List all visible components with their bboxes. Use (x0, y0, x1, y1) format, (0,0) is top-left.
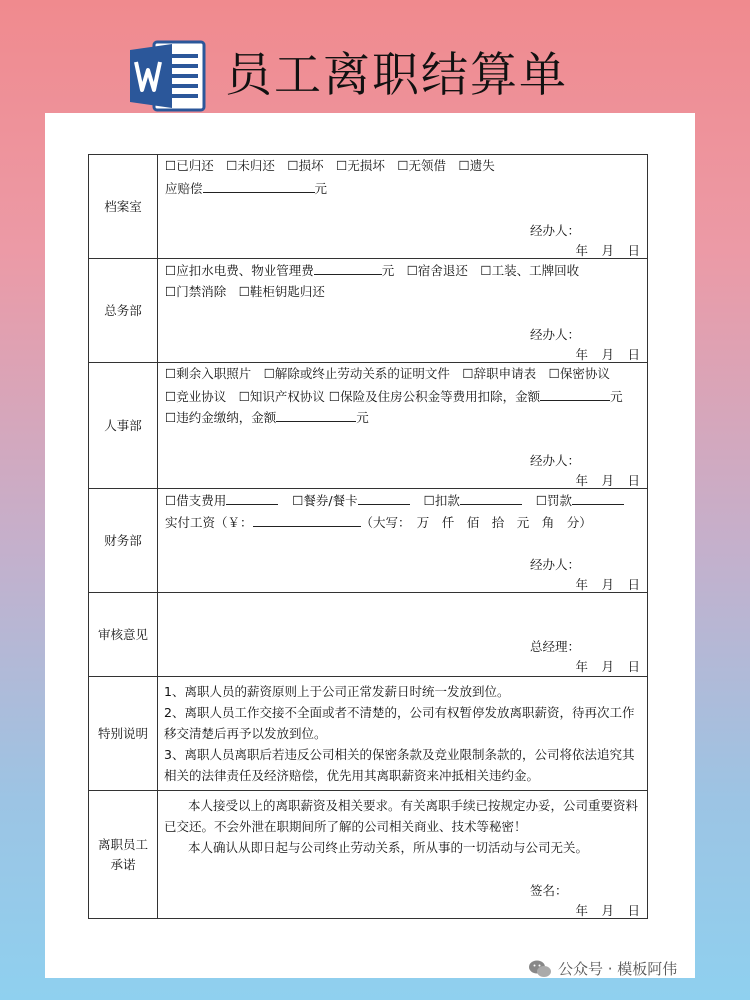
row-general (89, 259, 648, 363)
manager-label: 总经理： (530, 639, 581, 654)
date-year: 年 (575, 243, 588, 258)
date-month: 月 (601, 347, 614, 362)
row-content (158, 363, 648, 489)
row-content (158, 155, 648, 259)
penalty-blank[interactable] (276, 409, 356, 422)
watermark (528, 958, 677, 979)
watermark-text: 公众号 · 模板阿伟 (558, 960, 678, 978)
date-line (562, 345, 640, 363)
notes-list (158, 677, 647, 790)
handler-label: 经办人： (530, 223, 581, 238)
promise-label-1: 离职员工 (97, 836, 148, 852)
date-month: 月 (601, 659, 614, 674)
fine-item: ☐罚款 (535, 493, 573, 508)
comp-prefix: 应赔偿 (165, 181, 203, 196)
finance-line1 (165, 492, 624, 509)
archive-options: ☐已归还 ☐未归还 ☐损坏 ☐无损坏 ☐无领借 ☐遗失 (165, 158, 495, 173)
comp-suffix: 元 (314, 181, 328, 196)
loan-blank[interactable] (226, 492, 278, 505)
row-label: 财务部 (89, 489, 158, 593)
general-prefix: ☐应扣水电费、物业管理费 (165, 263, 314, 278)
general-line2: ☐门禁消除 ☐鞋柜钥匙归还 (165, 284, 325, 299)
date-year: 年 (575, 903, 588, 918)
word-icon (128, 38, 208, 114)
wage-line (165, 514, 592, 531)
general-line1 (165, 262, 579, 279)
date-month: 月 (601, 473, 614, 488)
utilities-blank[interactable] (314, 262, 382, 275)
date-day: 日 (627, 903, 640, 918)
date-month: 月 (601, 577, 614, 592)
date-line (562, 657, 640, 675)
hr-line2 (165, 388, 623, 405)
deduction-item: ☐扣款 (423, 493, 460, 508)
row-content (158, 489, 648, 593)
date-day: 日 (627, 473, 640, 488)
row-content[interactable] (158, 593, 648, 677)
note-item: 3、离职人员离职后若违反公司相关的保密条款及竞业限制条款的，公司将依法追究其相关的法律责任及经济赔偿，优先用其离职薪资来冲抵相关违约金。 (164, 747, 635, 783)
date-year: 年 (575, 473, 588, 488)
wage-blank[interactable] (253, 514, 361, 527)
hr-line2-prefix: ☐竞业协议 ☐知识产权协议 ☐保险及住房公积金等费用扣除，金额 (165, 389, 541, 404)
row-label (89, 791, 158, 919)
row-label: 特别说明 (89, 677, 158, 791)
page-title: 员工离职结算单 (225, 48, 568, 103)
date-line (562, 575, 640, 593)
note-item: 2、离职人员工作交接不全面或者不清楚的，公司有权暂停发放离职薪资，待再次工作移交清楚后再予以发放到位。 (164, 705, 635, 741)
date-line (562, 241, 640, 259)
hr-line3-suffix: 元 (356, 410, 369, 425)
row-content (158, 677, 648, 791)
promise-para: 本人接受以上的离职薪资及相关要求。有关离职手续已按规定办妥，公司重要资料已交还。不会外泄在职期间所了解的公司相关商业、技术等秘密！ (164, 798, 639, 834)
date-day: 日 (627, 243, 640, 258)
row-finance (89, 489, 648, 593)
wechat-icon (528, 959, 552, 979)
row-label: 档案室 (89, 155, 158, 259)
row-promise (89, 791, 648, 919)
comp-blank[interactable] (203, 180, 315, 193)
handler-label: 经办人： (530, 327, 581, 342)
general-suffix: 元 ☐宿舍退还 ☐工装、工牌回收 (381, 263, 580, 278)
date-line (562, 471, 640, 489)
compensation-line (165, 180, 327, 197)
meal-blank[interactable] (358, 492, 410, 505)
date-year: 年 (575, 347, 588, 362)
date-year: 年 (575, 577, 588, 592)
promise-label-2: 承诺 (110, 856, 136, 872)
handler-label: 经办人： (530, 453, 581, 468)
promise-para: 本人确认从即日起与公司终止劳动关系，所从事的一切活动与公司无关。 (188, 840, 589, 855)
row-content (158, 791, 648, 919)
date-month: 月 (601, 903, 614, 918)
wage-prefix: 实付工资（￥： (165, 515, 253, 530)
date-day: 日 (627, 659, 640, 674)
row-label: 总务部 (89, 259, 158, 363)
note-item: 1、离职人员的薪资原则上于公司正常发薪日时统一发放到位。 (164, 684, 510, 699)
settlement-form (88, 154, 648, 919)
document-page (45, 113, 695, 978)
hr-line3 (165, 409, 369, 426)
hr-line1: ☐剩余入职照片 ☐解除或终止劳动关系的证明文件 ☐辞职申请表 ☐保密协议 (165, 366, 610, 381)
row-content (158, 259, 648, 363)
row-notes (89, 677, 648, 791)
date-month: 月 (601, 243, 614, 258)
signature-label: 签名： (530, 883, 568, 898)
date-line (562, 901, 640, 919)
row-archive (89, 155, 648, 259)
row-review (89, 593, 648, 677)
deduction-blank[interactable] (460, 492, 522, 505)
fine-blank[interactable] (572, 492, 624, 505)
row-label: 审核意见 (89, 593, 158, 677)
date-day: 日 (627, 577, 640, 592)
hr-line3-prefix: ☐违约金缴纳，金额 (165, 410, 277, 425)
promise-text (158, 791, 647, 862)
row-label: 人事部 (89, 363, 158, 489)
date-day: 日 (627, 347, 640, 362)
meal-item: ☐餐券/餐卡 (292, 493, 358, 508)
loan-item: ☐借支费用 (165, 493, 227, 508)
hr-line2-suffix: 元 (610, 389, 623, 404)
row-hr (89, 363, 648, 489)
wage-suffix: （大写： 万 仟 佰 拾 元 角 分） (360, 515, 592, 530)
handler-label: 经办人： (530, 557, 581, 572)
date-year: 年 (575, 659, 588, 674)
insurance-blank[interactable] (540, 388, 610, 401)
